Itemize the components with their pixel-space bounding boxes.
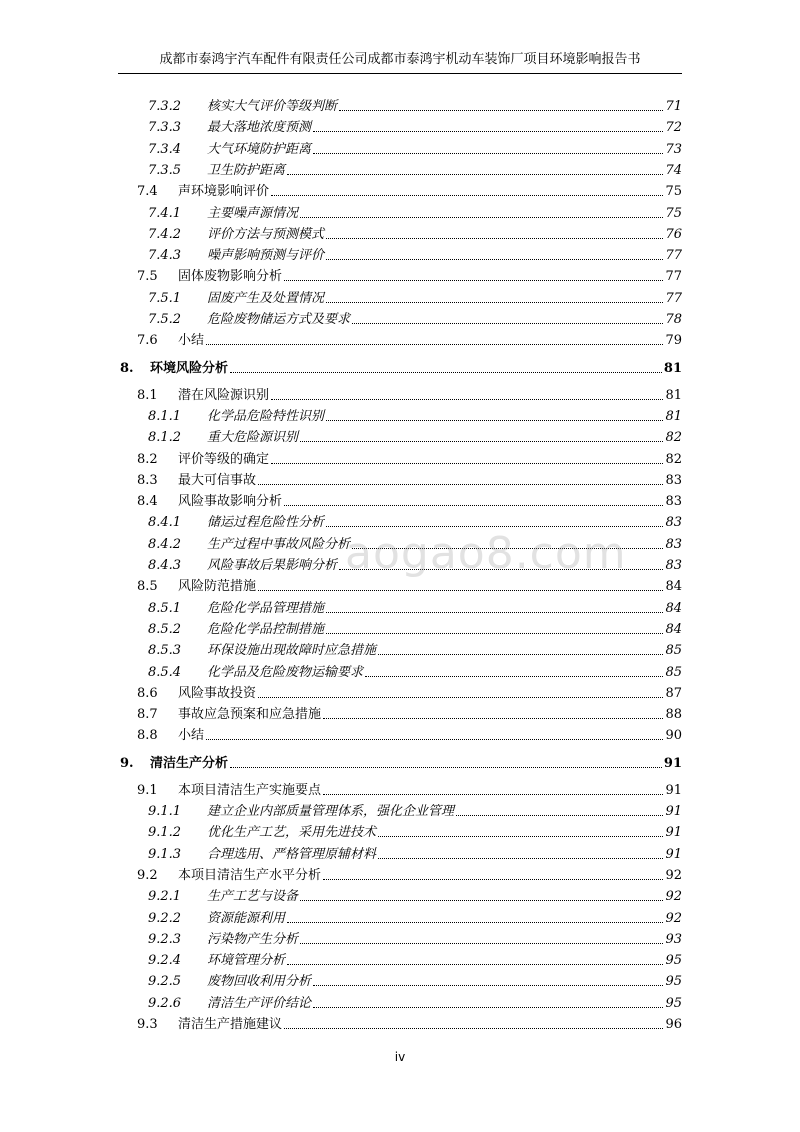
- toc-entry-page: 81: [665, 408, 682, 424]
- toc-entry-page: 76: [665, 226, 682, 242]
- toc-entry-title: 风险事故后果影响分析: [207, 558, 338, 573]
- toc-entry-number: 7.6: [137, 333, 158, 349]
- toc-entry[interactable]: [0, 640, 800, 661]
- toc-entry-title: 卫生防护距离: [207, 162, 286, 178]
- toc-entry-number: 7.3.3: [148, 120, 182, 136]
- toc-entry-page: 95: [665, 995, 682, 1011]
- toc-leader-dots: [284, 266, 663, 281]
- toc-entry-page: 92: [665, 867, 682, 883]
- toc-leader-dots: [326, 224, 663, 239]
- toc-entry-number: 9.: [120, 755, 134, 771]
- toc-entry-title: 危险化学品管理措施: [207, 600, 325, 616]
- toc-entry-page: 92: [665, 910, 682, 926]
- toc-entry[interactable]: [0, 725, 800, 746]
- toc-entry-number: 8.6: [137, 685, 158, 701]
- toc-leader-dots: [300, 929, 663, 944]
- toc-entry[interactable]: [0, 971, 800, 992]
- toc-entry-title: 化学品危险特性识别: [207, 408, 325, 424]
- toc-leader-dots: [287, 950, 663, 965]
- toc-leader-dots: [284, 1014, 663, 1029]
- toc-entry-page: 91: [665, 825, 682, 841]
- toc-entry-page: 83: [665, 515, 682, 531]
- toc-entry-page: 88: [665, 707, 682, 723]
- toc-entry-title: 固废产生及处置情况: [207, 290, 325, 306]
- toc-entry-number: 8.5: [137, 579, 158, 595]
- toc-entry-title: 危险化学品控制措施: [207, 621, 325, 637]
- toc-entry[interactable]: [0, 1014, 800, 1035]
- toc-entry-title: 优化生产工艺，采用先进技术: [207, 825, 377, 841]
- toc-entry-title: 建立企业内部质量管理体系，强化企业管理: [207, 804, 455, 819]
- toc-entry-number: 7.4.1: [148, 205, 182, 221]
- toc-entry-number: 8.4: [137, 494, 158, 510]
- toc-leader-dots: [313, 993, 663, 1008]
- toc-leader-dots: [323, 704, 663, 719]
- toc-entry-number: 8.4.2: [148, 536, 182, 552]
- toc-entry-page: 83: [665, 558, 682, 573]
- toc-entry-number: 8.5.2: [148, 621, 182, 637]
- toc-entry-number: 7.3.5: [148, 162, 182, 178]
- toc-entry[interactable]: [0, 181, 800, 202]
- toc-entry-title: 主要噪声源情况: [207, 205, 299, 221]
- toc-entry[interactable]: [0, 309, 800, 330]
- toc-entry-number: 8.: [120, 360, 134, 376]
- toc-entry[interactable]: [0, 908, 800, 929]
- toc-entry[interactable]: [0, 245, 800, 266]
- toc-entry-title: 合理选用、严格管理原辅材料: [207, 846, 377, 862]
- toc-entry-number: 7.4: [137, 184, 158, 200]
- toc-entry-page: 75: [665, 184, 682, 200]
- toc-leader-dots: [271, 181, 663, 196]
- toc-entry[interactable]: [0, 801, 800, 822]
- toc-entry-page: 83: [665, 472, 682, 488]
- toc-entry-page: 81: [663, 360, 682, 376]
- toc-entry-number: 9.2.1: [148, 889, 182, 905]
- toc-leader-dots: [258, 683, 663, 698]
- toc-leader-dots: [287, 160, 663, 175]
- toc-entry-number: 9.2: [137, 867, 158, 883]
- toc-entry-title: 本项目清洁生产水平分析: [178, 867, 322, 883]
- toc-leader-dots: [313, 139, 663, 154]
- toc-entry[interactable]: [0, 427, 800, 448]
- toc-entry-number: 7.5.1: [148, 290, 182, 306]
- toc-entry[interactable]: [0, 491, 800, 512]
- toc-entry-title: 化学品及危险废物运输要求: [207, 664, 364, 680]
- toc-leader-dots: [258, 470, 663, 485]
- toc-entry[interactable]: [0, 844, 800, 865]
- toc-entry-page: 92: [665, 889, 682, 905]
- toc-entry[interactable]: [0, 288, 800, 309]
- toc-entry-number: 9.1: [137, 782, 158, 798]
- toc-entry-title: 清洁生产措施建议: [178, 1017, 283, 1032]
- toc-entry-title: 清洁生产分析: [150, 755, 229, 771]
- page-number: iv: [394, 1050, 406, 1064]
- toc-entry-title: 最大可信事故: [178, 472, 257, 488]
- toc-entry-page: 93: [665, 931, 682, 947]
- toc-entry-number: 9.3: [137, 1017, 158, 1032]
- toc-entry[interactable]: [0, 886, 800, 907]
- toc-entry-number: 9.1.3: [148, 846, 182, 862]
- toc-entry-page: 84: [665, 621, 682, 637]
- toc-entry-number: 8.7: [137, 707, 158, 723]
- toc-entry[interactable]: [0, 117, 800, 138]
- toc-entry-title: 核实大气评价等级判断: [207, 99, 338, 114]
- toc-leader-dots: [339, 96, 663, 111]
- toc-entry-number: 7.4.3: [148, 248, 182, 264]
- toc-entry-number: 8.5.4: [148, 664, 182, 680]
- toc-entry-page: 72: [665, 120, 682, 136]
- toc-leader-dots: [300, 886, 663, 901]
- toc-leader-dots: [206, 330, 663, 345]
- toc-leader-dots: [326, 619, 663, 634]
- toc-entry[interactable]: [0, 470, 800, 491]
- toc-entry-page: 74: [665, 162, 682, 178]
- toc-leader-dots: [287, 908, 663, 923]
- watermark: aogao8.com: [345, 528, 627, 579]
- toc-entry-number: 9.1.1: [148, 804, 182, 819]
- toc-entry[interactable]: [0, 96, 800, 117]
- toc-leader-dots: [313, 971, 663, 986]
- toc-leader-dots: [378, 844, 663, 859]
- toc-leader-dots: [323, 780, 663, 795]
- toc-entry-title: 环保设施出现故障时应急措施: [207, 643, 377, 659]
- toc-entry[interactable]: [0, 619, 800, 640]
- toc-entry-number: 9.2.6: [148, 995, 182, 1011]
- toc-leader-dots: [378, 640, 663, 655]
- toc-leader-dots: [271, 385, 663, 400]
- toc-entry-page: 95: [665, 974, 682, 990]
- toc-entry[interactable]: [0, 224, 800, 245]
- toc-entry-page: 96: [665, 1017, 682, 1032]
- toc-entry-number: 7.5.2: [148, 312, 182, 327]
- toc-entry-number: 7.5: [137, 269, 158, 285]
- toc-leader-dots: [456, 801, 663, 816]
- toc-entry[interactable]: [0, 160, 800, 181]
- toc-entry-title: 小结: [178, 333, 205, 349]
- toc-entry-number: 9.2.4: [148, 953, 182, 969]
- toc-entry[interactable]: [0, 203, 800, 224]
- toc-leader-dots: [326, 245, 663, 260]
- toc-entry[interactable]: [0, 780, 800, 801]
- toc-entry-title: 本项目清洁生产实施要点: [178, 782, 322, 798]
- toc-leader-dots: [378, 822, 663, 837]
- toc-entry-number: 8.1.2: [148, 430, 182, 446]
- toc-leader-dots: [230, 753, 662, 768]
- toc-entry-page: 79: [665, 333, 682, 349]
- toc-entry-page: 90: [665, 728, 682, 744]
- toc-entry-title: 风险防范措施: [178, 579, 257, 595]
- toc-entry-number: 8.1.1: [148, 408, 182, 424]
- toc-entry-page: 91: [663, 755, 682, 771]
- toc-entry-title: 固体废物影响分析: [178, 269, 283, 285]
- toc-entry[interactable]: [0, 865, 800, 886]
- toc-entry-title: 最大落地浓度预测: [207, 120, 312, 136]
- toc-entry[interactable]: [0, 385, 800, 406]
- toc-entry-page: 91: [665, 846, 682, 862]
- toc-entry-number: 7.4.2: [148, 226, 182, 242]
- toc-entry-title: 重大危险源识别: [207, 430, 299, 446]
- toc-entry[interactable]: [0, 266, 800, 287]
- toc-entry[interactable]: [0, 929, 800, 950]
- toc-entry-title: 生产过程中事故风险分析: [207, 536, 351, 552]
- toc-leader-dots: [326, 512, 663, 527]
- toc-leader-dots: [300, 203, 663, 218]
- toc-entry-title: 废物回收利用分析: [207, 974, 312, 990]
- toc-entry-page: 82: [665, 430, 682, 446]
- toc-entry-page: 71: [665, 99, 682, 114]
- toc-entry-page: 77: [665, 248, 682, 264]
- toc-entry-number: 8.3: [137, 472, 158, 488]
- toc-leader-dots: [300, 427, 663, 442]
- toc-entry-page: 91: [665, 782, 682, 798]
- toc-entry-number: 8.5.1: [148, 600, 182, 616]
- toc-entry-title: 风险事故影响分析: [178, 494, 283, 510]
- toc-entry-number: 8.8: [137, 728, 158, 744]
- toc-entry-page: 82: [665, 451, 682, 467]
- toc-entry[interactable]: [0, 662, 800, 683]
- toc-entry[interactable]: [0, 449, 800, 470]
- toc-entry[interactable]: [0, 358, 800, 379]
- toc-entry-number: 9.1.2: [148, 825, 182, 841]
- toc-entry-number: 8.4.3: [148, 558, 182, 573]
- toc-entry-title: 环境管理分析: [207, 953, 286, 969]
- toc-entry-number: 9.2.2: [148, 910, 182, 926]
- toc-entry-page: 84: [665, 600, 682, 616]
- toc-entry-title: 小结: [178, 728, 205, 744]
- toc-leader-dots: [326, 288, 663, 303]
- toc-entry-number: 8.1: [137, 387, 158, 403]
- toc-entry[interactable]: [0, 753, 800, 774]
- toc-leader-dots: [206, 725, 663, 740]
- toc-leader-dots: [230, 358, 662, 373]
- toc-entry-number: 8.4.1: [148, 515, 182, 531]
- toc-entry-title: 环境风险分析: [150, 360, 229, 376]
- toc-entry-number: 7.3.2: [148, 99, 182, 114]
- toc-entry-page: 83: [665, 536, 682, 552]
- toc-entry[interactable]: [0, 598, 800, 619]
- page-header: 成都市泰鸿宇汽车配件有限责任公司成都市泰鸿宇机动车装饰厂项目环境影响报告书: [159, 52, 641, 67]
- toc-entry-page: 77: [665, 290, 682, 306]
- toc-entry-page: 85: [665, 664, 682, 680]
- header-rule: [118, 73, 682, 74]
- toc-entry-number: 8.2: [137, 451, 158, 467]
- toc-leader-dots: [365, 662, 663, 677]
- toc-entry-page: 83: [665, 494, 682, 510]
- toc-entry-title: 评价等级的确定: [178, 451, 270, 467]
- toc-leader-dots: [326, 598, 663, 613]
- toc-entry-title: 大气环境防护距离: [207, 141, 312, 157]
- toc-entry[interactable]: [0, 704, 800, 725]
- toc-entry-page: 85: [665, 643, 682, 659]
- toc-entry-number: 7.3.4: [148, 141, 182, 157]
- toc-entry-page: 75: [665, 205, 682, 221]
- toc-entry-page: 91: [665, 804, 682, 819]
- toc-entry[interactable]: [0, 139, 800, 160]
- toc-entry-number: 9.2.3: [148, 931, 182, 947]
- toc-entry-page: 77: [665, 269, 682, 285]
- toc-entry-page: 84: [665, 579, 682, 595]
- toc-leader-dots: [352, 309, 663, 324]
- toc-entry-title: 污染物产生分析: [207, 931, 299, 947]
- toc-entry[interactable]: [0, 406, 800, 427]
- toc-leader-dots: [326, 406, 663, 421]
- toc-entry-title: 噪声影响预测与评价: [207, 248, 325, 264]
- toc-entry-title: 评价方法与预测模式: [207, 226, 325, 242]
- toc-entry-page: 73: [665, 141, 682, 157]
- toc-leader-dots: [271, 449, 663, 464]
- toc-entry-title: 声环境影响评价: [178, 184, 270, 200]
- toc-entry-title: 资源能源利用: [207, 910, 286, 926]
- toc-entry-title: 事故应急预案和应急措施: [178, 707, 322, 723]
- toc-leader-dots: [313, 117, 663, 132]
- toc-entry-title: 潜在风险源识别: [178, 387, 270, 403]
- toc-entry-page: 81: [665, 387, 682, 403]
- toc-entry[interactable]: [0, 576, 800, 597]
- toc-entry[interactable]: [0, 822, 800, 843]
- toc-entry-page: 87: [665, 685, 682, 701]
- toc-entry-number: 8.5.3: [148, 643, 182, 659]
- toc-leader-dots: [284, 491, 663, 506]
- toc-entry-title: 生产工艺与设备: [207, 889, 299, 905]
- toc-entry-page: 95: [665, 953, 682, 969]
- toc-entry[interactable]: [0, 683, 800, 704]
- toc-entry-title: 危险废物储运方式及要求: [207, 312, 351, 327]
- toc-entry[interactable]: [0, 330, 800, 351]
- toc-leader-dots: [323, 865, 663, 880]
- toc-entry-title: 储运过程危险性分析: [207, 515, 325, 531]
- toc-entry-number: 9.2.5: [148, 974, 182, 990]
- toc-entry[interactable]: [0, 950, 800, 971]
- toc-entry-title: 清洁生产评价结论: [207, 995, 312, 1011]
- toc-entry-title: 风险事故投资: [178, 685, 257, 701]
- toc-entry[interactable]: [0, 993, 800, 1014]
- toc-entry-page: 78: [665, 312, 682, 327]
